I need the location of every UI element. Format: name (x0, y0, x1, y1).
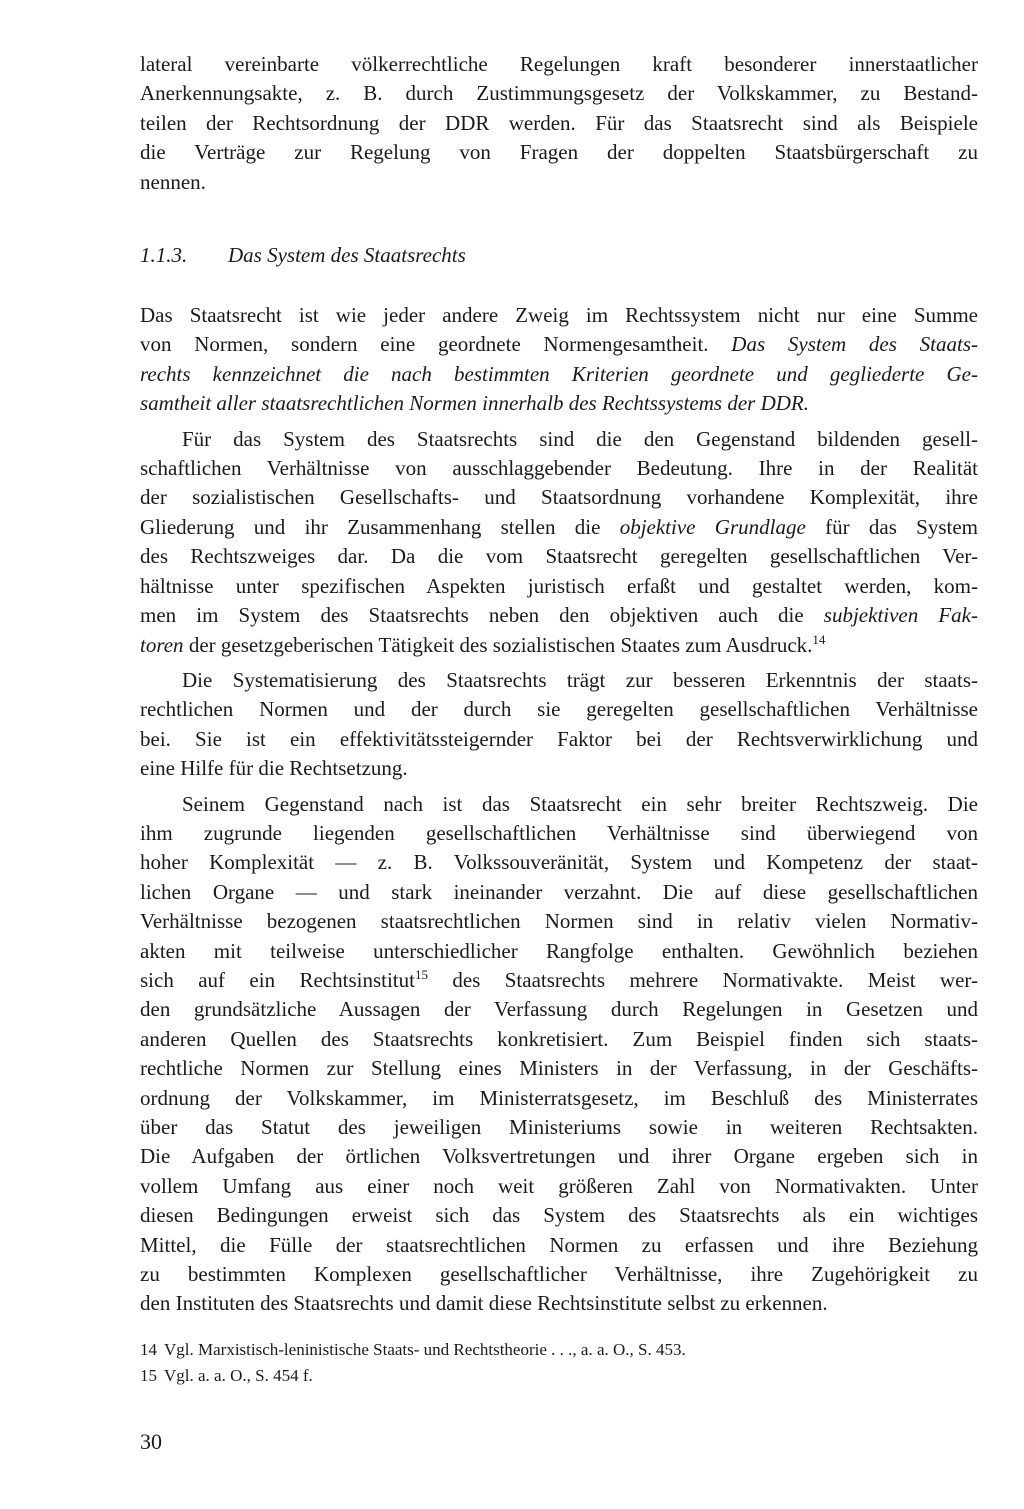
text-line: diesen Bedingungen erweist sich das System des Staatsrechts als ein wichtiges (140, 1203, 978, 1228)
footnote-14 (140, 1337, 978, 1363)
text-line: anderen Quellen des Staatsrechts konkretisiert. Zum Beispiel finden sich staats- (140, 1026, 978, 1051)
emphasis-text: objektive Grundlage (619, 514, 806, 539)
section-number: 1.1.3. (140, 243, 188, 268)
text-run: von Normen, sondern eine geordnete Normengesamtheit. (140, 332, 732, 357)
text-line: ordnung der Volkskammer, im Ministerratsgesetz, im Beschluß des Ministerrates (140, 1085, 978, 1110)
text-line: den Instituten des Staatsrechts und damit diese Rechtsinstitute selbst zu erkennen. (140, 1291, 828, 1316)
text-line: hältnisse unter spezifischen Aspekten juristisch erfaßt und gestaltet werden, kom- (140, 573, 978, 598)
text-line: hoher Komplexität — z. B. Volkssouveränität, System und Kompetenz der staat- (140, 850, 978, 875)
section-heading (140, 241, 978, 271)
section-title: Das System des Staatsrechts (228, 243, 466, 268)
text-run: der gesetzgeberischen Tätigkeit des sozialistischen Staates zum Ausdruck. (183, 632, 813, 657)
emphasis-text: subjektiven Fak- (823, 603, 978, 628)
paragraph-3 (140, 666, 978, 784)
text-line: ihm zugrunde liegenden gesellschaftlichen Verhältnisse sind überwiegend von (140, 820, 978, 845)
footnote-text: Vgl. Marxistisch-leninistische Staats- und Rechtstheorie . . ., a. a. O., S. 453. (164, 1339, 686, 1359)
footnote-ref-14[interactable]: 14 (812, 631, 826, 647)
text-line: Anerkennungsakte, z. B. durch Zustimmungsgesetz der Volkskammer, zu Bestand- (140, 81, 978, 106)
text-line: bei. Sie ist ein effektivitätssteigernder Faktor bei der Rechtsverwirklichung und (140, 726, 978, 751)
text-line (140, 360, 978, 389)
footnote-number: 15 (140, 1365, 157, 1385)
text-line: Die Systematisierung des Staatsrechts trägt zur besseren Erkenntnis der staats- (182, 667, 978, 692)
text-line: Für das System des Staatsrechts sind die den Gegenstand bildenden gesell- (182, 426, 978, 451)
text-line: des Rechtszweiges dar. Da die vom Staatsrecht geregelten gesellschaftlichen Ver- (140, 544, 978, 569)
text-line (140, 966, 978, 995)
text-line: der sozialistischen Gesellschafts- und Staatsordnung vorhandene Komplexität, ihre (140, 485, 978, 510)
text-line: Das Staatsrecht ist wie jeder andere Zweig im Rechtssystem nicht nur eine Summe (140, 303, 978, 328)
text-line (140, 631, 978, 660)
text-line: vollem Umfang aus einer noch weit größeren Zahl von Normativakten. Unter (140, 1173, 978, 1198)
text-line: die Verträge zur Regelung von Fragen der doppelten Staatsbürgerschaft zu (140, 140, 978, 165)
footnote-15 (140, 1363, 978, 1389)
text-line (140, 330, 978, 359)
paragraph-4 (140, 790, 978, 1319)
footnote-text: Vgl. a. a. O., S. 454 f. (164, 1365, 313, 1385)
text-line (140, 389, 978, 418)
text-run: für das System (805, 514, 979, 539)
intro-paragraph (140, 50, 978, 197)
text-line (140, 601, 978, 630)
text-line: über das Statut des jeweiligen Ministeriums sowie in weiteren Rechtsakten. (140, 1115, 978, 1139)
text-line: Seinem Gegenstand nach ist das Staatsrecht ein sehr breiter Rechtszweig. Die (182, 791, 978, 816)
text-line: Verhältnisse bezogenen staatsrechtlichen Normen sind in relativ vielen Normativ- (140, 909, 978, 934)
footnotes (140, 1337, 978, 1389)
footnote-ref-15[interactable]: 15 (414, 966, 428, 982)
text-line: teilen der Rechtsordnung der DDR werden. Für das Staatsrecht sind als Beispiele (140, 110, 978, 135)
text-line (140, 513, 978, 542)
text-line: Die Aufgaben der örtlichen Volksvertretungen und ihrer Organe ergeben sich in (140, 1144, 978, 1169)
emphasis-text: Das System des Staats- (731, 332, 978, 357)
text-line: lichen Organe — und stark ineinander verzahnt. Die auf diese gesellschaftlichen (140, 879, 978, 904)
text-line: akten mit teilweise unterschiedlicher Rangfolge enthalten. Gewöhnlich beziehen (140, 938, 978, 963)
paragraph-1 (140, 301, 978, 419)
text-line: schaftlichen Verhältnisse von ausschlaggebender Bedeutung. Ihre in der Realität (140, 456, 978, 481)
text-run: men im System des Staatsrechts neben den objektiven auch die (140, 603, 824, 628)
text-run: sich auf ein Rechtsinstitut (140, 967, 415, 992)
page-number: 30 (140, 1428, 162, 1454)
text-line: zu bestimmten Komplexen gesellschaftlicher Verhältnisse, ihre Zugehörigkeit zu (140, 1262, 978, 1287)
text-line: Mittel, die Fülle der staatsrechtlichen Normen zu erfassen und ihre Beziehung (140, 1232, 978, 1257)
text-line: nennen. (140, 169, 206, 194)
text-line: rechtlichen Normen und der durch sie geregelten gesellschaftlichen Verhältnisse (140, 697, 978, 722)
text-line: lateral vereinbarte völkerrechtliche Regelungen kraft besonderer innerstaatlicher (140, 52, 978, 76)
footnote-number: 14 (140, 1339, 157, 1359)
document-page (140, 50, 978, 1456)
text-run: Gliederung und ihr Zusammenhang stellen die (140, 514, 620, 539)
emphasis-text: rechts kennzeichnet die nach bestimmten Kriterien geordnete und gegliederte Ge- (140, 361, 978, 386)
text-line: rechtliche Normen zur Stellung eines Ministers in der Verfassung, in der Geschäfts- (140, 1056, 978, 1081)
text-run: des Staatsrechts mehrere Normativakte. Meist wer- (427, 967, 978, 992)
emphasis-text: samtheit aller staatsrechtlichen Normen innerhalb des Rechtssystems der DDR. (140, 391, 809, 416)
emphasis-text: toren (140, 632, 184, 657)
paragraph-2 (140, 425, 978, 660)
text-line: den grundsätzliche Aussagen der Verfassung durch Regelungen in Gesetzen und (140, 997, 978, 1022)
text-line: eine Hilfe für die Rechtsetzung. (140, 756, 408, 781)
